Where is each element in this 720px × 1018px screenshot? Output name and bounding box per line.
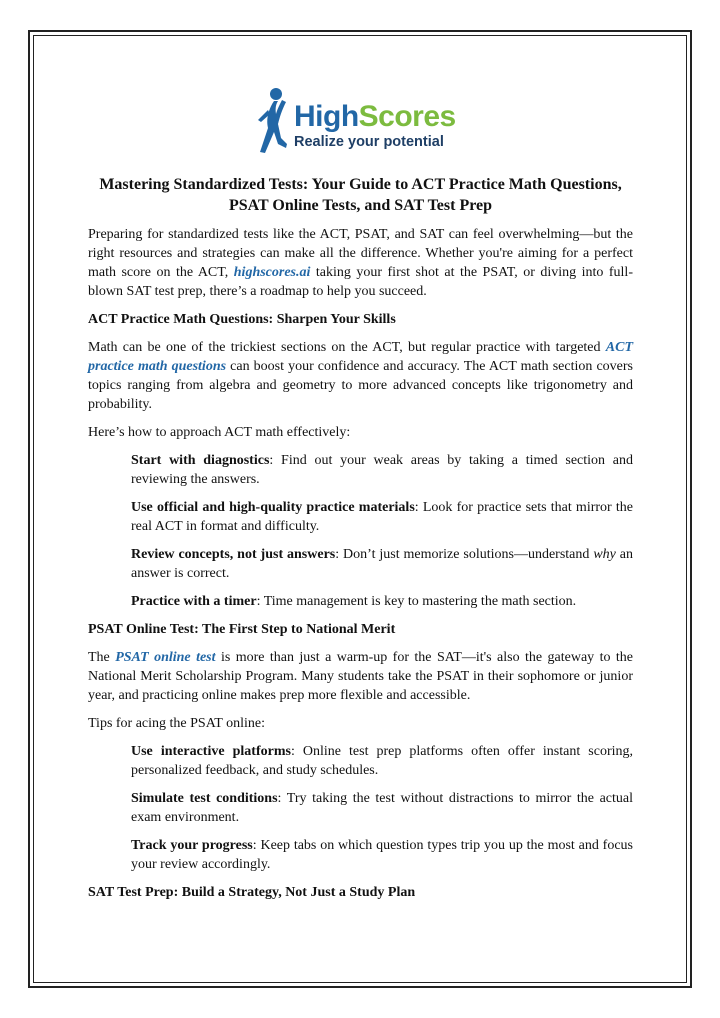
act-tip: Review concepts, not just answers: Don’t just memorize solutions—understand why an answer is correct. bbox=[131, 547, 634, 581]
sat-heading: SAT Test Prep: Build a Strategy, Not Just a Study Plan bbox=[88, 885, 416, 900]
intro-paragraph: Preparing for standardized tests like the ACT, PSAT, and SAT can feel overwhelming—but the right resources and strategies can make all the difference. Whether you're aiming for a perfect math score on the ACT, highscores.ai taking your first shot at the PSAT, or diving into full-blown SAT test prep, there’s a roadmap to help you succeed. bbox=[88, 227, 633, 299]
psat-paragraph: The PSAT online test is more than just a warm-up for the SAT—it's also the gateway to the National Merit Scholarship Program. Many students take the PSAT in their sophomore or junior year, and practicing online makes prep more flexible and accessible. bbox=[88, 650, 633, 703]
logo-wordmark: HighScores bbox=[294, 100, 456, 133]
highscores-link[interactable]: highscores.ai bbox=[233, 265, 311, 280]
act-lead: Here’s how to approach ACT math effectively: bbox=[88, 425, 351, 440]
psat-lead: Tips for acing the PSAT online: bbox=[88, 716, 265, 731]
psat-tip: Use interactive platforms: Online test prep platforms often offer instant scoring, personalized feedback, and study schedules. bbox=[131, 744, 633, 778]
act-heading: ACT Practice Math Questions: Sharpen Your Skills bbox=[88, 312, 396, 327]
psat-tip: Track your progress: Keep tabs on which question types trip you up the most and focus your review accordingly. bbox=[131, 838, 633, 872]
psat-tip: Simulate test conditions: Try taking the test without distractions to mirror the actual exam environment. bbox=[131, 791, 633, 825]
act-tip: Use official and high-quality practice materials: Look for practice sets that mirror the real ACT in format and difficulty. bbox=[131, 500, 633, 534]
act-tip: Start with diagnostics: Find out your weak areas by taking a timed section and reviewing the answers. bbox=[131, 453, 633, 487]
act-practice-link[interactable]: ACT practice math questions bbox=[88, 340, 633, 374]
act-tip: Practice with a timer: Time management is key to mastering the math section. bbox=[131, 594, 577, 609]
psat-online-test-link[interactable]: PSAT online test bbox=[115, 650, 216, 665]
runner-figure-icon bbox=[252, 86, 292, 160]
logo-tagline: Realize your potential bbox=[294, 134, 444, 150]
page-title: Mastering Standardized Tests: Your Guide to ACT Practice Math Questions, PSAT Online Tests, and SAT Test Prep bbox=[99, 176, 622, 214]
article-body bbox=[88, 174, 633, 911]
highscores-logo bbox=[250, 86, 468, 162]
psat-heading: PSAT Online Test: The First Step to National Merit bbox=[88, 622, 396, 637]
act-paragraph: Math can be one of the trickiest sections on the ACT, but regular practice with targeted ACT practice math questions can boost your confidence and accuracy. The ACT math section covers topics ranging from algebra and geometry to more advanced concepts like trigonometry and probability. bbox=[88, 340, 633, 412]
